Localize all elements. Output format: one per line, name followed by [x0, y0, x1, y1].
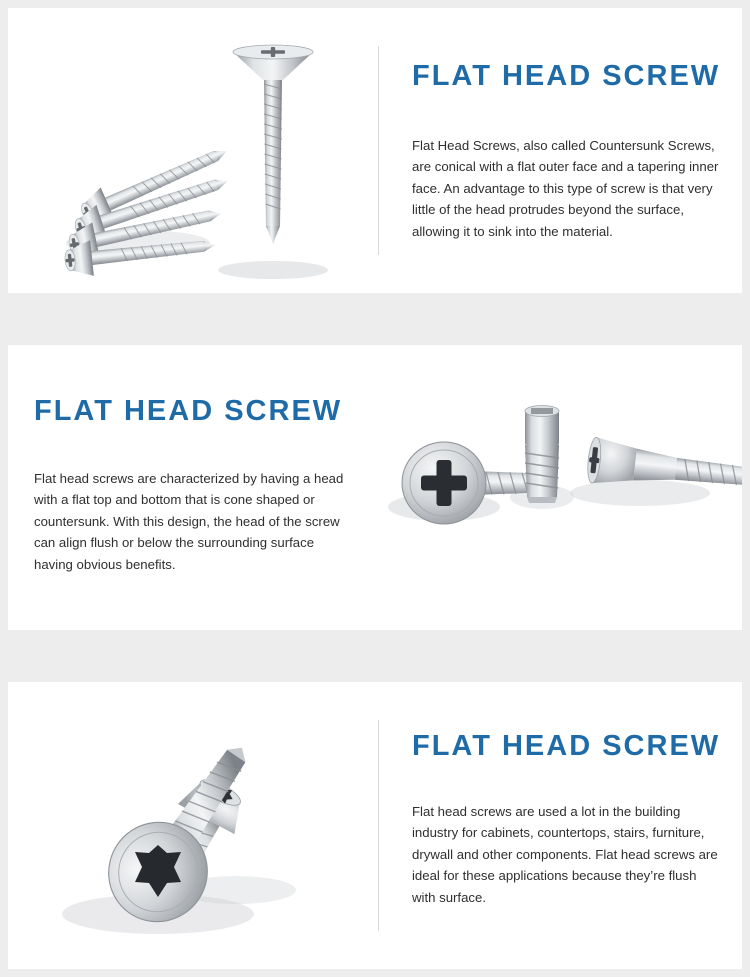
feature-panel-middle: [8, 345, 742, 630]
text-block-bottom: [378, 682, 742, 969]
panel-heading-top: FLAT HEAD SCREW: [412, 60, 721, 92]
screw-image-bottom: [8, 682, 378, 969]
screw-image-top: [8, 8, 378, 293]
screw-group-svg-bottom: [8, 682, 378, 969]
panel-heading-middle: FLAT HEAD SCREW: [34, 395, 343, 427]
text-block-top: [378, 8, 742, 293]
screw-illustration-torx-group: [8, 682, 378, 969]
text-block-middle: [8, 345, 372, 630]
panel-body-middle: Flat head screws are characterized by having a head with a flat top and bottom that is cone shaped or countersunk. With this design, the head of the screw can align flush or below the surrounding surface having obvious benefits.: [34, 471, 344, 572]
screw-image-middle: [372, 345, 742, 630]
feature-panel-bottom: [8, 682, 742, 969]
screw-group-svg: [8, 8, 378, 293]
screw-illustration-phillips-group: [372, 345, 742, 630]
panel-body-bottom: Flat head screws are used a lot in the building industry for cabinets, countertops, stairs, furniture, drywall and other components. Flat head screws are ideal for these applications because they’re flush with surface.: [412, 804, 718, 905]
panel-body-top: Flat Head Screws, also called Countersunk Screws, are conical with a flat outer face and a tapering inner face. An advantage to this type of screw is that very little of the head protrudes beyond the surface, allowing it to sink into the material.: [412, 138, 719, 239]
panel-heading-bottom: FLAT HEAD SCREW: [412, 730, 721, 762]
screw-illustration-countersunk-group: [8, 8, 378, 293]
screw-upright: [233, 45, 313, 244]
screw-laying-group: [63, 135, 234, 279]
screw-group-svg-middle: [372, 345, 742, 630]
feature-panel-top: [8, 8, 742, 293]
screw-phillips-middle: [525, 406, 559, 504]
